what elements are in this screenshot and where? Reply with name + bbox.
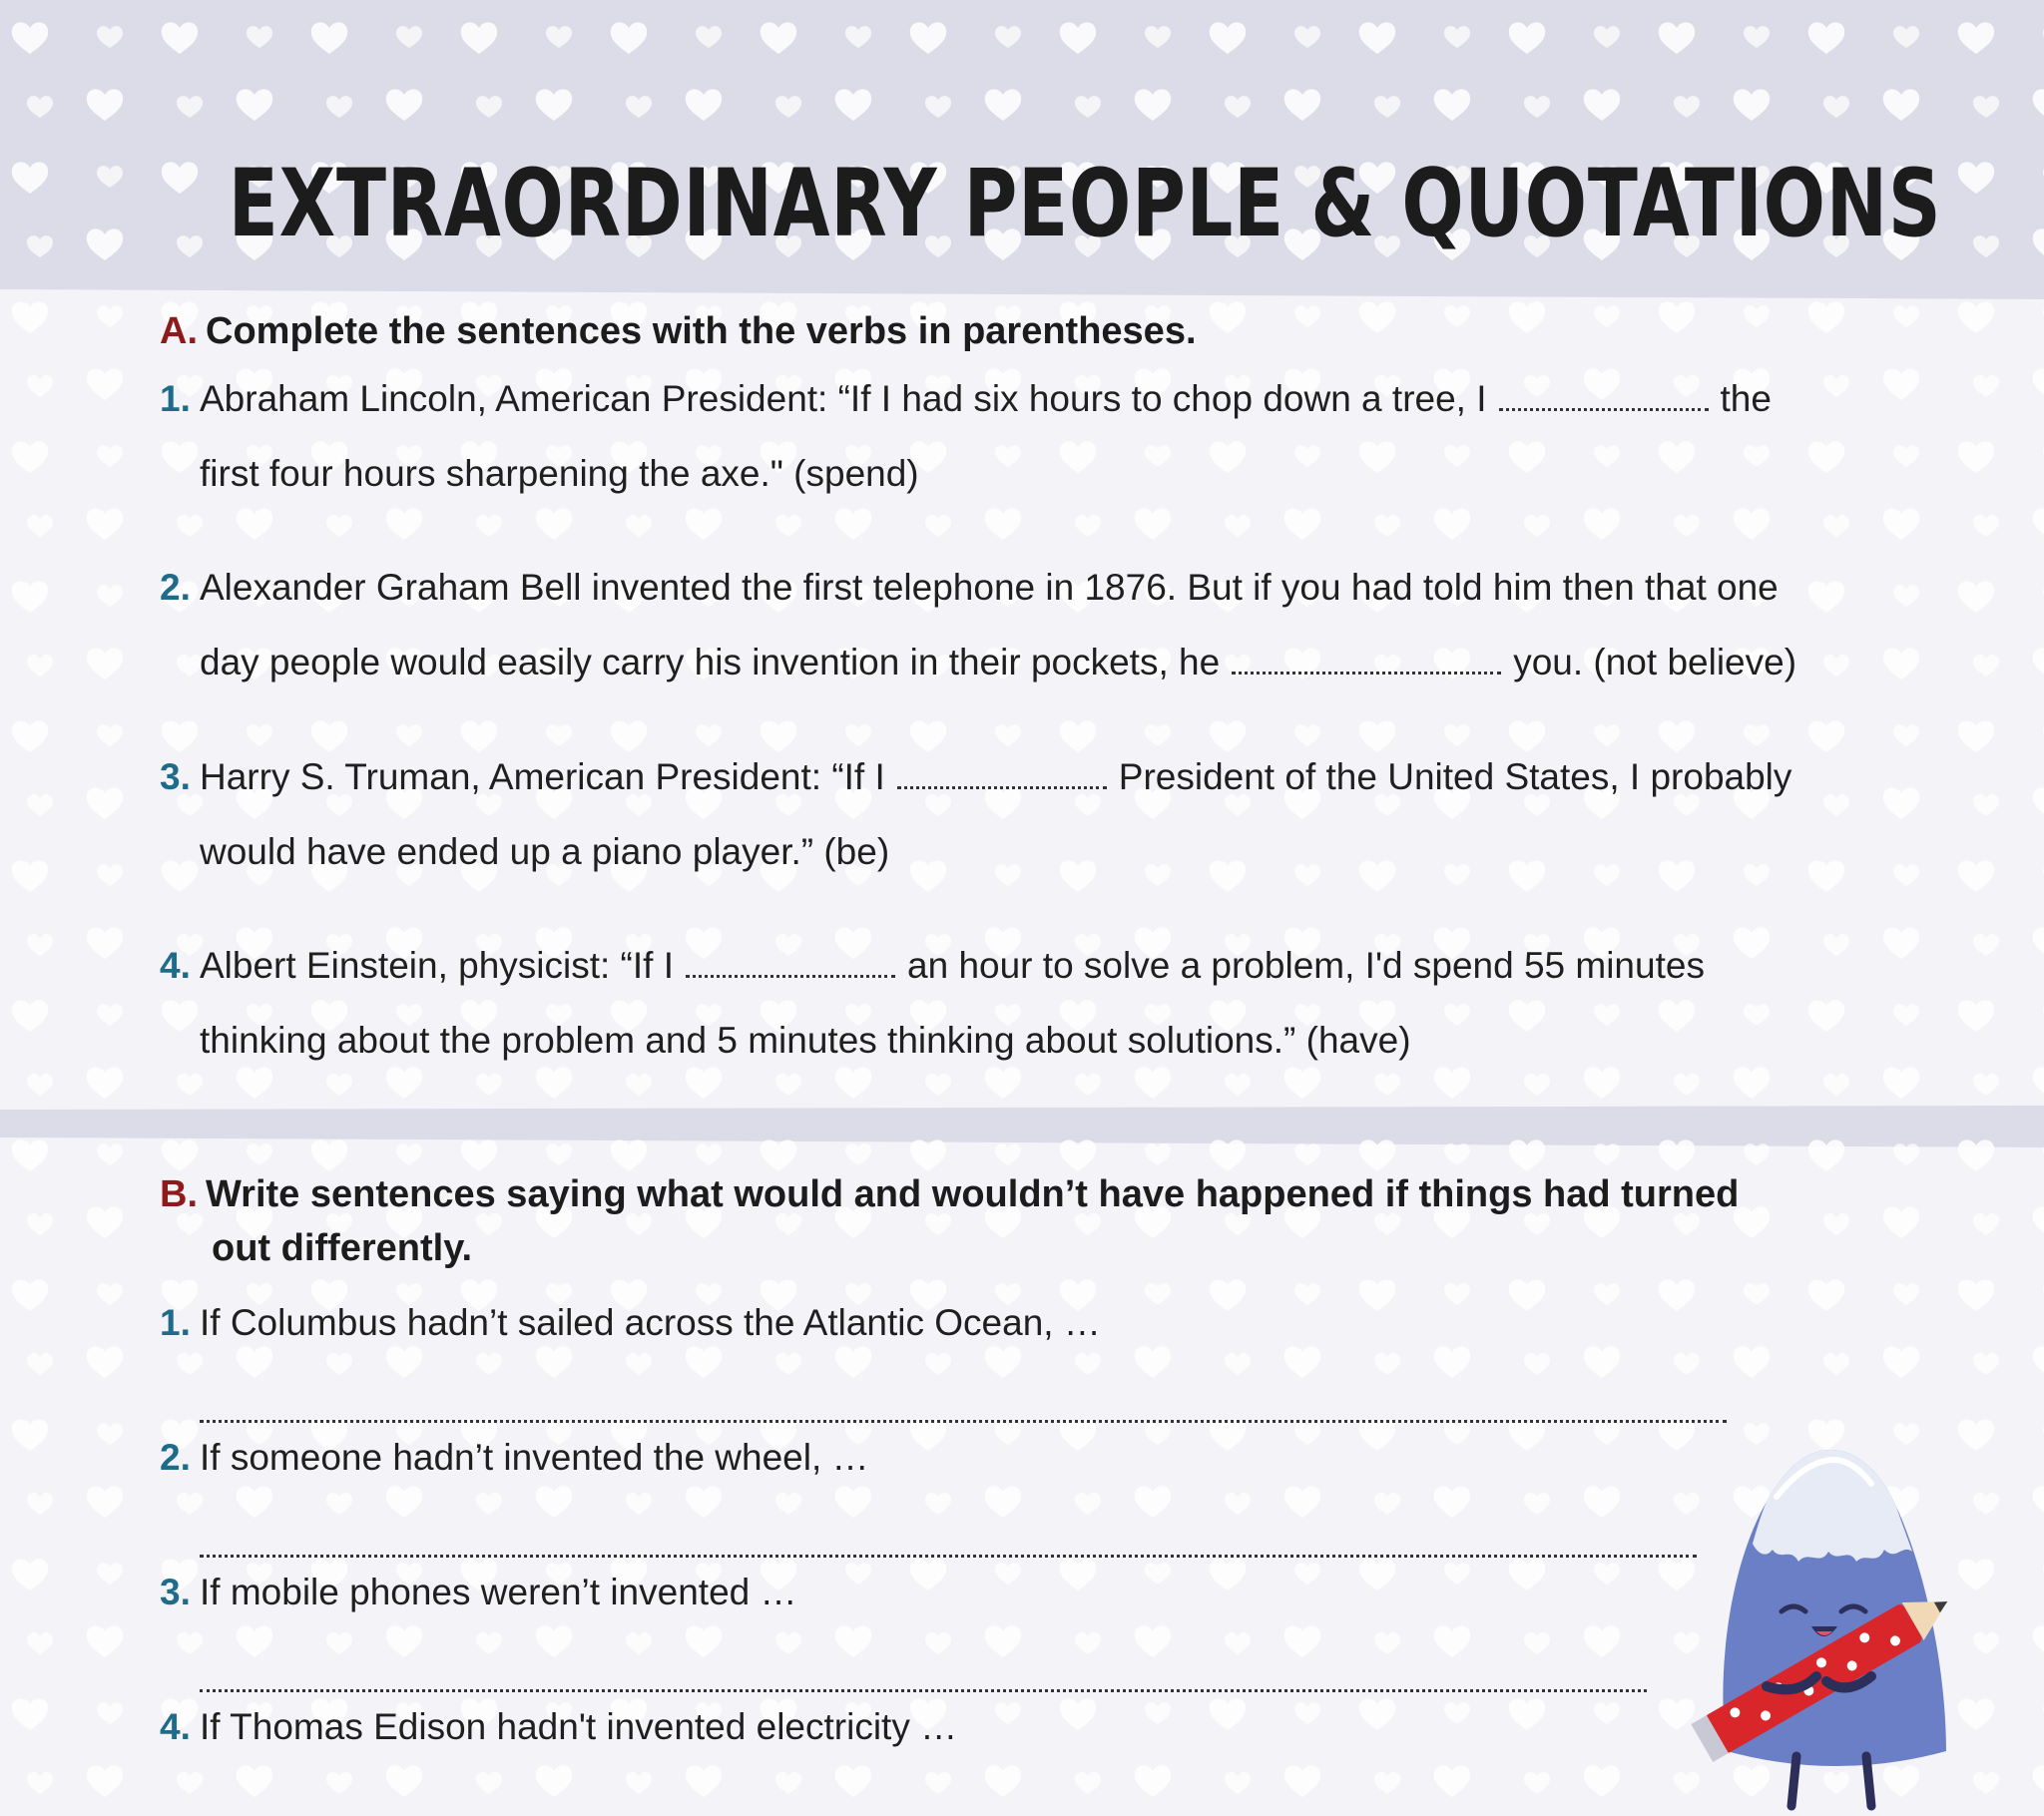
item-number: 3. [160, 1572, 191, 1612]
answer-line-2[interactable] [200, 1555, 1697, 1558]
instruction-text: Write sentences saying what would and wouldn’t have happened if things had turned [206, 1173, 1740, 1215]
item-text: If Columbus hadn’t sailed across the Atlantic Ocean, … [200, 1302, 1101, 1343]
item-text-continued: would have ended up a piano player.” (be) [200, 831, 890, 872]
item-number: 1. [160, 378, 191, 419]
item-number: 1. [160, 1302, 191, 1343]
fill-in-blank[interactable] [897, 772, 1107, 789]
exercise-a-item-2 [160, 550, 1796, 699]
item-text: Albert Einstein, physicist: “If I [200, 945, 675, 986]
section-b-instruction [160, 1167, 1739, 1275]
item-number: 4. [160, 1706, 191, 1747]
item-text: Alexander Graham Bell invented the first telephone in 1876. But if you had told him then that one [200, 567, 1779, 608]
item-text: If Thomas Edison hadn't invented electricity … [200, 1706, 958, 1747]
instruction-text-continued: out differently. [212, 1227, 473, 1269]
exercise-a-item-4 [160, 928, 1705, 1078]
item-text-continued: thinking about the problem and 5 minutes thinking about solutions.” (have) [200, 1020, 1411, 1061]
exercise-b-item-1 [160, 1285, 1101, 1360]
item-text: President of the United States, I probably [1118, 756, 1792, 797]
instruction-text: Complete the sentences with the verbs in parentheses. [206, 310, 1197, 352]
item-text: the [1720, 378, 1772, 419]
item-number: 2. [160, 1437, 191, 1478]
item-text: If mobile phones weren’t invented … [200, 1572, 797, 1612]
fill-in-blank[interactable] [1499, 394, 1709, 411]
item-number: 3. [160, 756, 191, 797]
item-text: an hour to solve a problem, I'd spend 55 minutes [907, 945, 1705, 986]
fill-in-blank[interactable] [1232, 658, 1501, 675]
fill-in-blank[interactable] [686, 961, 895, 978]
exercise-b-item-4 [160, 1689, 957, 1764]
exercise-b-item-3 [160, 1555, 797, 1629]
section-a-instruction [160, 304, 1197, 358]
item-text: Harry S. Truman, American President: “If I [200, 756, 885, 797]
item-text-continued: day people would easily carry his invention in their pockets, he [200, 642, 1221, 682]
item-text: you. (not believe) [1513, 642, 1797, 682]
answer-line-3[interactable] [200, 1689, 1647, 1692]
section-letter: B. [160, 1173, 198, 1215]
item-number: 4. [160, 945, 191, 986]
exercise-b-item-2 [160, 1420, 869, 1495]
item-text: If someone hadn’t invented the wheel, … [200, 1437, 869, 1478]
page-title: EXTRAORDINARY PEOPLE & QUOTATIONS [228, 150, 1942, 258]
mountain-mascot-icon [1657, 1422, 1996, 1811]
item-text: Abraham Lincoln, American President: “If I had six hours to chop down a tree, I [200, 378, 1487, 419]
answer-line-1[interactable] [200, 1420, 1727, 1423]
section-letter: A. [160, 310, 198, 352]
item-number: 2. [160, 567, 191, 608]
exercise-a-item-3 [160, 739, 1791, 889]
exercise-a-item-1 [160, 361, 1772, 511]
item-text-continued: first four hours sharpening the axe." (spend) [200, 453, 919, 494]
